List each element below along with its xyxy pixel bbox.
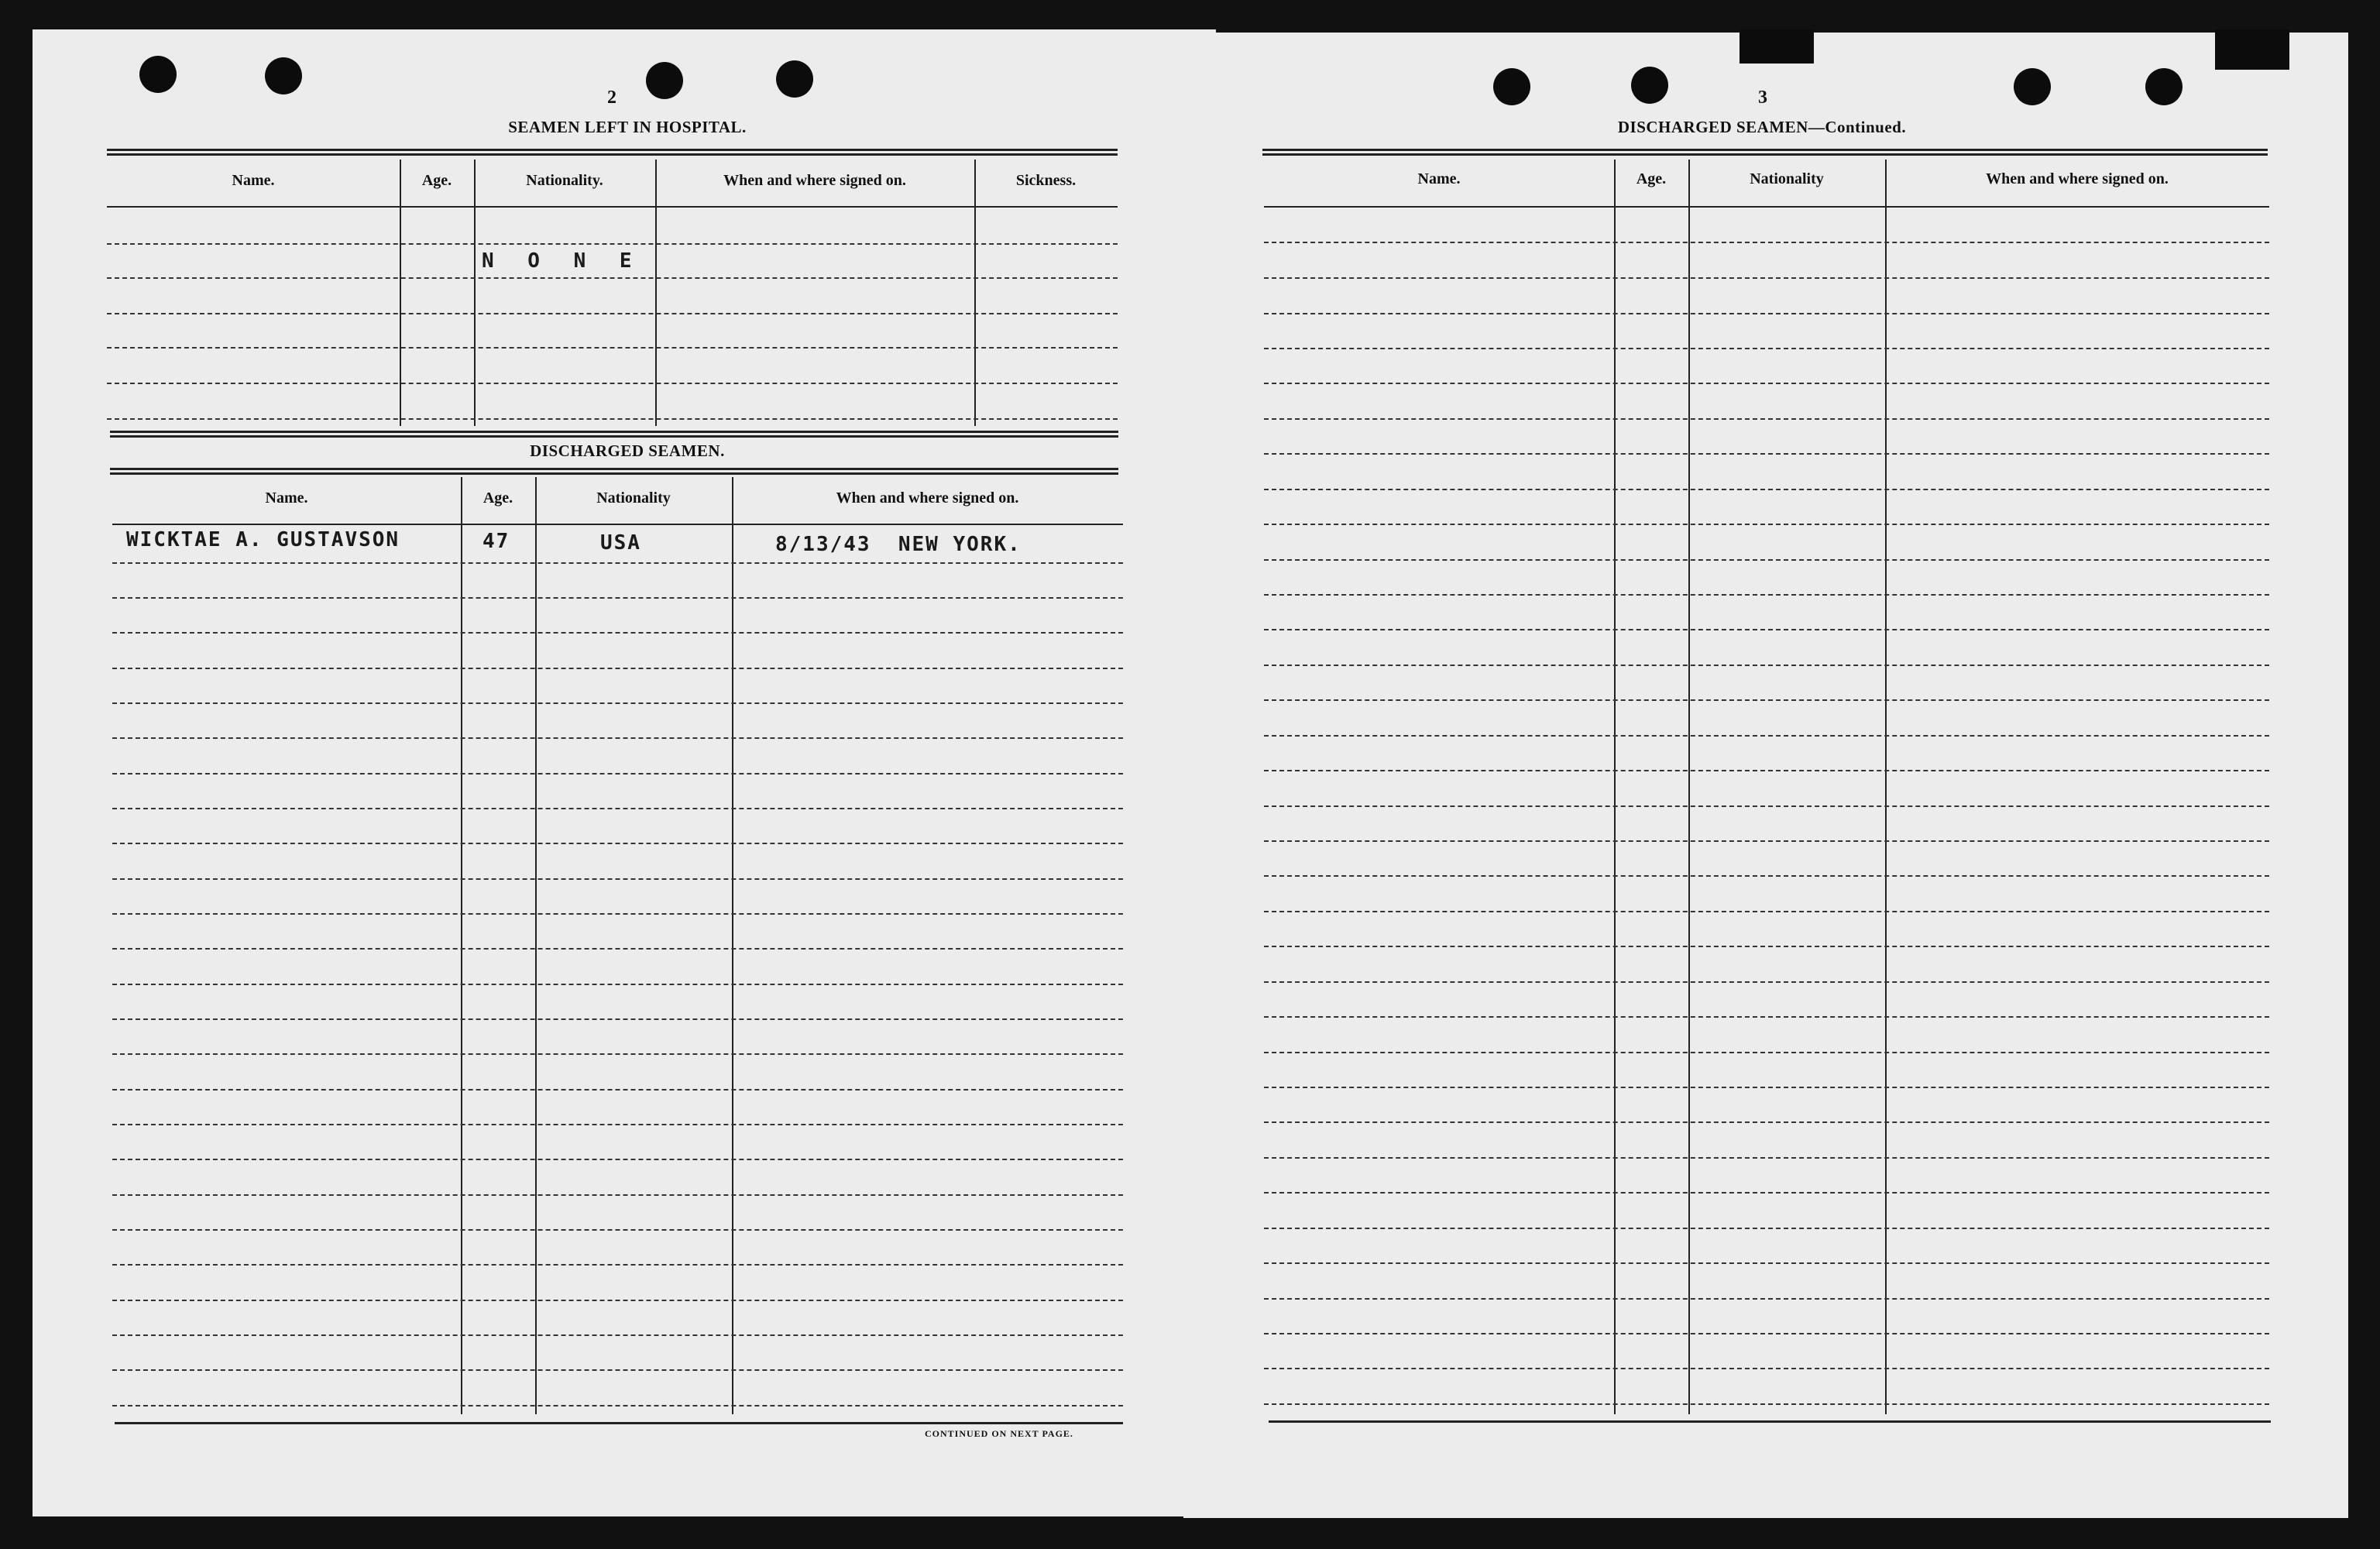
entry-line <box>1264 1121 2269 1123</box>
discharged-age: 47 <box>483 530 510 553</box>
entry-line <box>1264 805 2269 807</box>
entry-line <box>1264 1228 2269 1229</box>
col-header-signed-on: When and where signed on. <box>836 489 1019 507</box>
entry-line <box>1264 981 2269 983</box>
entry-line <box>1264 735 2269 737</box>
entry-line <box>1264 699 2269 701</box>
entry-line <box>1264 1192 2269 1194</box>
discharged-continued-table <box>1264 160 2269 1414</box>
entry-line <box>1264 840 2269 842</box>
col-header-nationality: Nationality <box>1750 170 1824 187</box>
col-header-nationality: Nationality <box>596 489 671 507</box>
entry-line <box>1264 524 2269 525</box>
entry-line <box>1264 277 2269 279</box>
entry-line <box>1264 1368 2269 1369</box>
entry-line <box>1264 242 2269 243</box>
title-suffix: —Continued. <box>1808 118 1907 136</box>
col-header-name: Name. <box>265 489 308 507</box>
discharged-nationality: USA <box>600 531 641 555</box>
entry-line <box>1264 1016 2269 1018</box>
entry-line <box>1264 875 2269 877</box>
entry-line <box>1264 770 2269 771</box>
double-rule <box>1262 149 2268 156</box>
entry-line <box>1264 313 2269 314</box>
discharged-name: WICKTAE A. GUSTAVSON <box>126 528 400 551</box>
col-header-nationality: Nationality. <box>526 172 603 189</box>
section-title-discharged-continued <box>1526 118 1998 137</box>
hospital-entry: N O N E <box>482 249 643 273</box>
entry-line <box>1264 1298 2269 1300</box>
entry-line <box>1264 559 2269 561</box>
entry-line <box>1264 348 2269 349</box>
col-header-signed-on: When and where signed on. <box>723 172 906 189</box>
entry-line <box>1264 1087 2269 1088</box>
page-number: 2 <box>607 88 616 108</box>
discharged-signed-on: 8/13/43 NEW YORK. <box>775 533 1022 556</box>
entry-line <box>1264 629 2269 630</box>
entry-line <box>1264 1403 2269 1405</box>
entry-line <box>1264 665 2269 666</box>
entry-line <box>1264 911 2269 912</box>
header-rule <box>1264 206 2269 208</box>
entry-line <box>1264 1052 2269 1053</box>
title-main: DISCHARGED SEAMEN <box>1617 118 1808 136</box>
continued-note: CONTINUED ON NEXT PAGE. <box>925 1428 1073 1439</box>
entry-line <box>1264 383 2269 384</box>
entry-line <box>1264 489 2269 490</box>
section-title-discharged: DISCHARGED SEAMEN. <box>530 441 725 460</box>
col-header-age: Age. <box>1636 170 1667 187</box>
col-header-age: Age. <box>421 172 452 189</box>
col-header-sickness: Sickness. <box>1015 172 1077 189</box>
col-header-name: Name. <box>232 172 275 189</box>
page-number: 3 <box>1758 88 1767 108</box>
entry-line <box>1264 418 2269 420</box>
col-header-signed-on: When and where signed on. <box>1986 170 2169 187</box>
entry-line <box>1264 946 2269 947</box>
col-header-age: Age. <box>483 489 513 507</box>
section-title-hospital: SEAMEN LEFT IN HOSPITAL. <box>508 118 747 136</box>
entry-line <box>1264 1262 2269 1264</box>
entry-line <box>1264 594 2269 596</box>
bottom-rule <box>1269 1420 2271 1423</box>
entry-line <box>1264 1333 2269 1334</box>
entry-line <box>1264 453 2269 455</box>
entry-line <box>1264 1157 2269 1159</box>
col-header-name: Name. <box>1417 170 1461 187</box>
